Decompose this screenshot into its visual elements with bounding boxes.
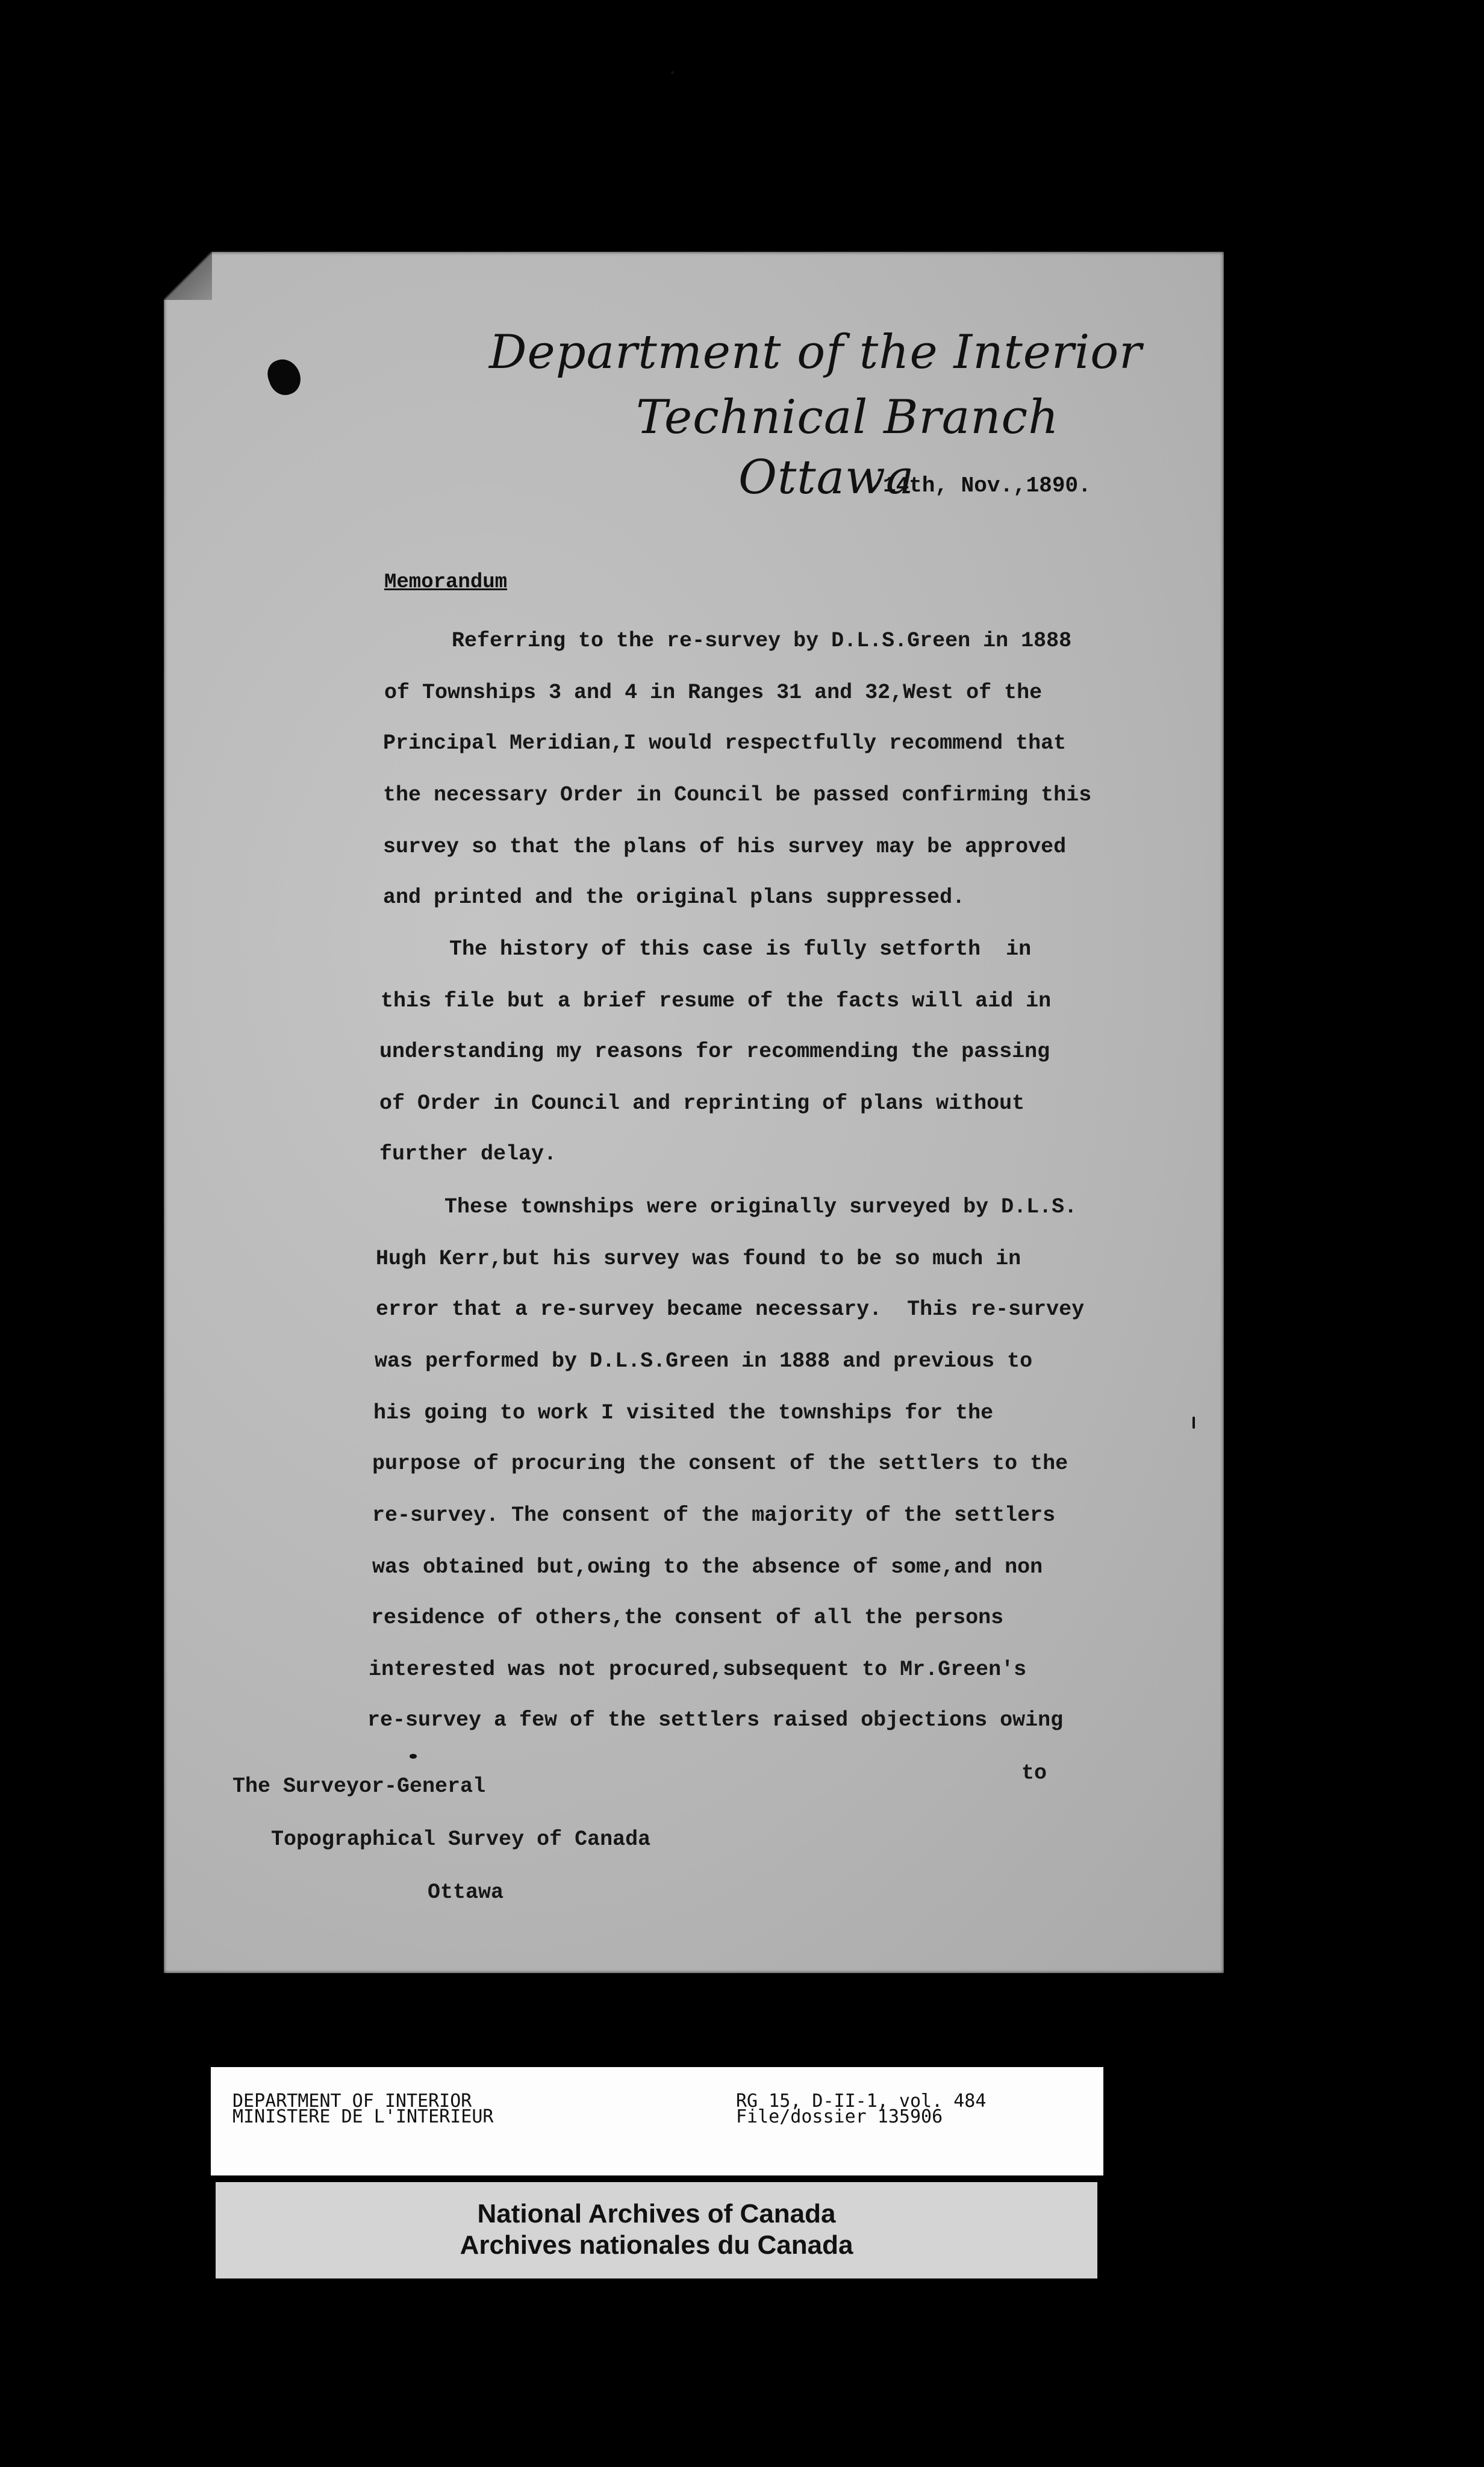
catchword: to	[1021, 1761, 1047, 1785]
addressee-title: The Surveyor-General	[232, 1774, 486, 1798]
body-line: this file but a brief resume of the facts will aid in	[381, 989, 1052, 1013]
label-record-group: RG 15, D-II-1, vol. 484	[736, 2091, 987, 2112]
archive-reference-label	[211, 2067, 1103, 2175]
body-line: was performed by D.L.S.Green in 1888 and previous to	[375, 1349, 1033, 1373]
ink-speck	[410, 1754, 417, 1759]
body-line: interested was not procured,subsequent to Mr.Green's	[369, 1658, 1027, 1682]
folded-corner	[164, 252, 212, 300]
body-line: understanding my reasons for recommending the passing	[379, 1040, 1050, 1064]
ink-speck	[671, 71, 674, 74]
addressee-city: Ottawa	[428, 1880, 504, 1904]
label-department-fr: MINISTERE DE L'INTERIEUR	[232, 2106, 494, 2127]
archive-stamp-en: National Archives of Canada	[477, 2199, 836, 2228]
label-file-number: File/dossier 135906	[736, 2106, 943, 2127]
body-line: of Order in Council and reprinting of plans without	[379, 1091, 1025, 1115]
body-line: error that a re-survey became necessary. This re-survey	[376, 1297, 1085, 1321]
addressee-organization: Topographical Survey of Canada	[271, 1827, 651, 1851]
body-line: of Townships 3 and 4 in Ranges 31 and 32,West of the	[384, 681, 1043, 705]
body-line: his going to work I visited the townships for the	[373, 1401, 994, 1425]
body-line: purpose of procuring the consent of the settlers to the	[372, 1452, 1068, 1476]
body-line: Referring to the re-survey by D.L.S.Green in 1888	[452, 629, 1072, 653]
body-line: was obtained but,owing to the absence of some,and non	[372, 1555, 1043, 1579]
memo-title: Memorandum	[384, 571, 508, 594]
body-line: re-survey. The consent of the majority of the settlers	[372, 1503, 1056, 1527]
body-line: re-survey a few of the settlers raised objections owing	[367, 1708, 1064, 1732]
ink-speck	[1192, 1417, 1195, 1429]
body-line: The history of this case is fully setforth in	[449, 937, 1032, 961]
memo-date: 14th, Nov.,1890.	[883, 473, 1091, 498]
letterhead-branch: Technical Branch	[636, 390, 1059, 444]
body-line: These townships were originally surveyed by D.L.S.	[444, 1195, 1077, 1219]
body-line: Principal Meridian,I would respectfully recommend that	[383, 731, 1067, 755]
body-line: residence of others,the consent of all the persons	[371, 1606, 1004, 1630]
body-line: Hugh Kerr,but his survey was found to be so much in	[376, 1247, 1021, 1271]
body-line: survey so that the plans of his survey may be approved	[383, 835, 1067, 859]
body-line: the necessary Order in Council be passed confirming this	[383, 783, 1092, 807]
archive-stamp-fr: Archives nationales du Canada	[460, 2230, 853, 2260]
letterhead-city: Ottawa	[738, 451, 915, 505]
label-department-en: DEPARTMENT OF INTERIOR	[232, 2091, 472, 2112]
archive-stamp	[216, 2182, 1097, 2278]
letterhead-department: Department of the Interior	[489, 325, 1143, 379]
body-line: and printed and the original plans suppressed.	[383, 885, 965, 909]
body-line: further delay.	[379, 1142, 557, 1166]
